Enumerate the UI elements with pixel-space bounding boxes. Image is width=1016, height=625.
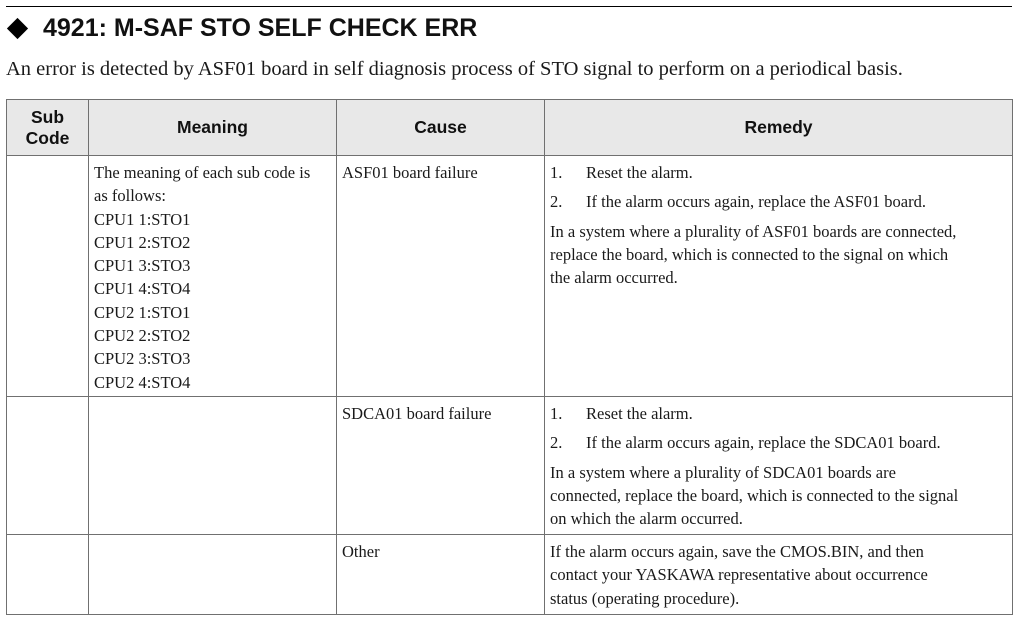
meaning-line: CPU2 3:STO3	[94, 349, 191, 369]
cell-cause: Other	[337, 535, 545, 615]
alarm-table	[6, 99, 1013, 615]
cell-cause: ASF01 board failure	[337, 156, 545, 397]
header-cause: Cause	[337, 100, 545, 156]
cell-sub-code	[7, 156, 89, 397]
remedy-line: on which the alarm occurred.	[550, 509, 743, 529]
remedy-line: If the alarm occurs again, save the CMOS.BIN, and then	[550, 542, 924, 561]
alarm-heading	[6, 11, 477, 45]
table-row	[7, 535, 1013, 615]
alarm-title: 4921: M-SAF STO SELF CHECK ERR	[43, 13, 478, 42]
cell-sub-code	[7, 397, 89, 535]
meaning-line: The meaning of each sub code is	[94, 163, 311, 182]
remedy-step-number: 2.	[550, 192, 563, 212]
remedy-line: connected, replace the board, which is connected to the signal	[550, 485, 959, 505]
remedy-step-number: 2.	[550, 433, 563, 453]
diamond-bullet-icon	[7, 17, 28, 38]
table-header-row	[7, 100, 1013, 156]
header-meaning: Meaning	[89, 100, 337, 156]
cell-meaning	[89, 397, 337, 535]
remedy-step	[550, 190, 1007, 213]
top-rule	[6, 6, 1012, 7]
remedy-line: status (operating procedure).	[550, 588, 740, 608]
remedy-step-text: Reset the alarm.	[586, 163, 693, 182]
cell-meaning	[89, 156, 337, 397]
cell-remedy	[545, 397, 1013, 535]
remedy-line: contact your YASKAWA representative about occurrence	[550, 565, 928, 585]
remedy-step	[550, 431, 1007, 454]
meaning-line: CPU2 1:STO1	[94, 302, 191, 322]
alarm-description: An error is detected by ASF01 board in self diagnosis process of STO signal to perform on a periodical basis.	[6, 58, 903, 80]
remedy-line: replace the board, which is connected to the signal on which	[550, 244, 949, 264]
cell-meaning	[89, 535, 337, 615]
remedy-step-number: 1.	[550, 163, 563, 182]
cell-sub-code	[7, 535, 89, 615]
meaning-line: as follows:	[94, 186, 166, 206]
header-sub-code: Sub Code	[7, 100, 89, 156]
meaning-line: CPU1 2:STO2	[94, 232, 191, 252]
meaning-line: CPU2 4:STO4	[94, 372, 191, 392]
cell-remedy	[545, 156, 1013, 397]
remedy-line: In a system where a plurality of ASF01 boards are connected,	[550, 221, 957, 241]
cell-remedy	[545, 535, 1013, 615]
table-row	[7, 156, 1013, 397]
remedy-step	[550, 161, 1007, 184]
table-body	[7, 156, 1013, 615]
meaning-line: CPU2 2:STO2	[94, 326, 191, 346]
meaning-line: CPU1 4:STO4	[94, 279, 191, 299]
remedy-step	[550, 402, 1007, 425]
cell-cause: SDCA01 board failure	[337, 397, 545, 535]
meaning-line: CPU1 3:STO3	[94, 256, 191, 276]
table-row	[7, 397, 1013, 535]
remedy-step-number: 1.	[550, 404, 563, 423]
remedy-step-text: If the alarm occurs again, replace the SDCA01 board.	[586, 433, 941, 453]
remedy-line: the alarm occurred.	[550, 268, 678, 288]
remedy-line: In a system where a plurality of SDCA01 boards are	[550, 462, 896, 482]
meaning-line: CPU1 1:STO1	[94, 209, 191, 229]
remedy-step-text: If the alarm occurs again, replace the ASF01 board.	[586, 192, 926, 212]
remedy-step-text: Reset the alarm.	[586, 404, 693, 423]
header-remedy: Remedy	[545, 100, 1013, 156]
